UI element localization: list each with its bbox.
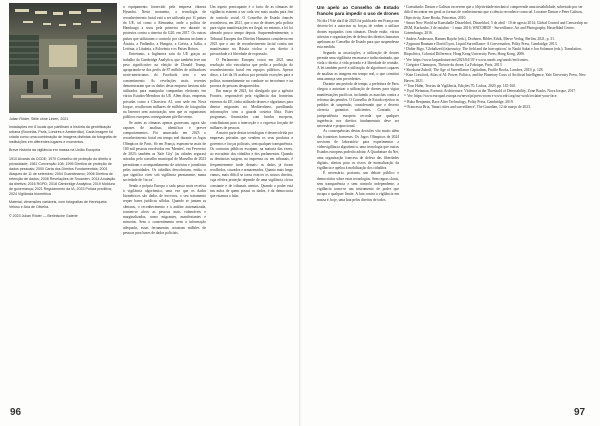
endnote: ⁶ Ver: https://www.laquadrature.net/2023/04/19/ e www.unodc.org/unodc/en/frontex.: [404, 57, 529, 62]
paragraph: A maior parte destas tecnologias é desenvolvida por empresas privadas que vendem os seus produtos a governos e forças policiais, sem qualquer transparência. Os contratos públicos escapam, na maioria das vezes, ao escrutínio dos cidadãos e dos parlamentos. Quando as denúncias surgem, na imprensa ou em tribunais, é frequentemente tarde demais: os dados já foram recolhidos, cruzados e armazenados. Quanto mais longe vamos, mais difícil se torna exercer os nossos direitos, cuja efetiva proteção depende de uma vigilância cívica constante e de tribunais atentos. Quando o poder está nas mãos de quem possui os dados, é da democracia que estamos a falar.: [210, 131, 293, 198]
endnote: ¹⁰ Tom Huhn, Teorias da Vigilância, Edições 70, Lisboa, 2020, pp. 145-160.: [404, 83, 517, 88]
endnote: ¹⁴ Francesca Bria, 'Smart cities and surveillance', The Guardian, 12 de março de 2023.: [404, 104, 531, 109]
caption-list: 1910 Alvarás da OCDE; 1970 Conselho de proteção do direito à privacidade; 1981 Convenção 108; 1995 Diretiva de proteção de dados pessoais; 2000 Carta dos Direitos Fundamentais; 2001 Ataques de 11 de setembro; 2004 Guantánamo; 2006 Diretiva de retenção de dados; 2008 Revelações de Snowden; 2014 Anulação da diretiva; 2016 RGPD; 2018 Cambridge Analytica; 2019 Moldura de governança; 2021 Regulamento da IA; 2023 Polícia preditiva; 2024 Vigilância biométrica: [9, 156, 116, 197]
caption-credit: Julian Röder, Stille ohne Linien, 2021: [9, 117, 69, 121]
caption-copyright: © 2023 Julian Röder — Berlinische Galerie: [9, 213, 78, 218]
left-page-column-2: [210, 5, 293, 199]
paragraph: Durante um período de tempo, a prefeitura de Paris chegou a autorizar a utilização de drones para vigiar manifestações pacíficas, incluindo as marchas contra a reforma das pensões. O Conselho de Estado rejeitou os pedidos de suspensão, considerando que o decreto oferecia garantias suficientes. Contudo, a jurisprudência europeia recorda que qualquer ingerência nos direitos fundamentais deve ser necessária e proporcional.: [317, 82, 399, 129]
endnote: ⁸ Shoshana Zuboff, The Age of Surveillance Capitalism, Profile Books, Londres, 2019, p. 128.: [404, 68, 544, 72]
book-gutter: [299, 0, 301, 426]
endnotes: [404, 5, 590, 110]
paragraph: Sendo a própria Europa a cada passo mais recetiva à vigilância algorítmica, uma vez que os dados biométricos são dados de terceiros, o seu tratamento requer bases jurídicas sólidas. Quando se juntam as câmaras, o reconhecimento e a análise automatizada, tornam-se alvos as pessoas mais vulneráveis e marginalizadas, como migrantes, manifestantes e minorias. Sem o consentimento nem a informação adequada, essas ferramentas arrastam milhões de pessoas para bases de dados policiais.: [123, 183, 206, 235]
right-page-column-1: [317, 5, 399, 203]
caption-body: Instalações em 8 locais que partilham a história da gentrificação urbana (Bruxelas, Paris, Londres e Amsterdão). Cada imagem foi criada como uma combinação de imagens distintas da fotografia de instituições em diferentes lugares e momentos.: [9, 125, 117, 145]
paragraph: Em março de 2023, foi divulgado que a agência Frontex, responsável pela vigilância das fronteiras externas da UE, tinha utilizado drones e algoritmos para detetar migrantes no Mediterrâneo, partilhando informações com a guarda costeira líbia. Estes programas, financiados com fundos europeus, contribuíram para a interceção e o regresso forçado de milhares de pessoas.: [210, 89, 293, 130]
paragraph: Entretanto, a Inglaterra saiu da UE graças ao trabalho da Cambridge Analytica, que também teve um peso significativo na eleição de Donald Trump, apropriando-se dos perfis de 87 milhões de utilizadores norte-americanos do Facebook sem o seu consentimento. As revelações mais recentes demonstraram que os dados desta empresa haviam sido utilizados para manipular campanhas eleitorais em vários Estados-Membros da UE. Além disso, empresas privadas como a Clearview AI, com sede em Nova Iorque, recolheram milhares de milhões de fotografias na Internet sem autorização, sem que os organismos públicos europeus conseguissem pôr-lhe termo.: [123, 52, 206, 120]
endnote: ⁴ Zygmunt Bauman e David Lyon, Liquid Surveillance: A Conversation, Polity Press, Cambridge, 2013.: [404, 41, 558, 46]
paragraph: É necessário, portanto, um debate público e democrático sobre estas tecnologias. Sem regras claras, sem transparência e sem controlo independente, a vigilância torna-se um instrumento de poder que escapa a qualquer limite. A luta contra a vigilância em massa é, hoje, uma luta pelos direitos de todos.: [317, 171, 399, 202]
paragraph: O Parlamento Europeu votou em 2021 uma resolução não vinculativa que pedia a proibição do reconhecimento facial em espaços públicos. Apesar disso, a Lei da IA acabou por permitir exceções para a polícia, nomeadamente no combate ao terrorismo e na procura de pessoas desaparecidas.: [210, 57, 293, 88]
paragraph: As consequências destas decisões vão muito além das fronteiras francesas. Os Jogos Olímpicos de 2024 serviram de laboratório para experimentar a videovigilância algorítmica, uma tecnologia que outros Estados europeus poderão adotar. A Quadrature du Net, uma organização francesa de defesa das liberdades digitais, alertou para os riscos de normalização da vigilância e apelou à mobilização dos cidadãos.: [317, 129, 399, 171]
endnote: ⁷ Grégoire Chamayou, Théorie du drone, La Fabrique, Paris, 2013.: [404, 62, 503, 67]
paragraph: Segundo as associações, a utilização de drones permite uma vigilância em massa e indiscriminada, que viola o direito à vida privada e à liberdade de reunião. A lei também prevê a utilização de algoritmos capazes de analisar as imagens em tempo real, o que constitui uma ameaça sem precedentes.: [317, 50, 399, 81]
paragraph: Um aspeto preocupante é o facto de as câmaras de vigilância estarem a ser cada vez mais usadas para fins de controlo social. O Conselho de Estado francês reconheceu, em 2021, que o uso de drones pela polícia para vigiar manifestações era ilegal, no entanto, a lei foi alterada pouco tempo depois. Surpreendentemente, o Tribunal Europeu dos Direitos Humanos considerou em 2023 que o uso de reconhecimento facial contra um manifestante na Rússia violou o seu direito à privacidade e à liberdade de expressão.: [210, 5, 293, 57]
endnote: ¹¹ Eyal Weizman, Forensic Architecture: Violence at the Threshold of Detectability, Zone Books, Nova Iorque, 2017.: [404, 89, 577, 93]
caption-list-title: Breve história da vigilância em massa na União Europeia: [9, 148, 101, 153]
caption-note: Material, dimensões variáveis, com fotografias de Henriqueta Veloso e Ana de Oliveira.: [9, 200, 107, 210]
left-page-number: 96: [10, 407, 22, 418]
photo-caption: [9, 117, 117, 222]
right-page-number: 97: [574, 407, 586, 418]
endnote: ¹³ Ruha Benjamin, Race After Technology, Polity Press, Cambridge, 2019.: [404, 99, 514, 104]
article-heading: Um apelo ao Conselho de Estado francês para impedir o uso de drones: [317, 5, 399, 16]
paragraph: a equipamento fornecido pela empresa chinesa Hyundai. Neste momento, a tecnologia de reconhecimento facial está a ser utilizada por 11 países da UE, tal como a Alemanha, onde a polícia de Hamburgo a usou pela primeira vez durante os protestos contra a cimeira do G20, em 2017. Os outros países que utilizaram o controlo por câmaras incluem a Áustria, a Finlândia, a Hungria, a Grécia, a Itália, a Letónia, a Lituânia, a Eslovénia e os Países Baixos.: [123, 5, 206, 51]
endnote: ³ Anders Andersson, Hannes Bajohr (eds.), Drohnen, Bilder, Ethik, Merve Verlag, Berlim, 2021, p. 31.: [404, 36, 555, 41]
paragraph: No dia 19 de abril de 2023 foi publicado em França um decreto-lei a autorizar as forças de ordem a utilizar drones equipados com câmaras. Desde então, vários ativistas e organizações de defesa dos direitos humanos apelaram ao Conselho de Estado para que suspendesse esta medida.: [317, 19, 399, 50]
library-photograph: [9, 3, 117, 113]
endnote: ⁹ Kate Crawford, Atlas of AI: Power, Politics, and the Planetary Costs of Artificial Intelligence, Yale University Press, New Haven, 2021.: [404, 73, 586, 83]
endnote: ¹² Ver: https://www.europarl.europa.eu/news/pt/press-room e www.edri.org/our-work/reclaim-your-face.: [404, 94, 558, 99]
endnote: ¹ Consultado: Daston e Galison escrevem que a 'objetividade mecânica' compreende uma instabilidade, sobretudo por ser difícil encontrar em geral as formas de conhecimento que a ciência reconhece como tal. Lorraine Daston e Peter Galison, Objectivity, Zone Books, Princeton, 2010.: [404, 5, 583, 20]
endnote: ² Smart New World na Kunsthalle Düsseldorf, Düsseldorf, 5 de abril - 10 de agosto 2014; Global Control and Censorship no ZKM, Karlsruhe, 3 de outubro - 1 maio 2016; WATCHED! - Surveillance, Art and Photography, Hasselblad Center, Gotemburgo, 2016.: [404, 20, 588, 36]
endnote: ⁵ Didier Bigo, 'Globalized (in)security: The field and the ban-opticon', in Naoki Sakai e Jon Solomon (eds.), Translation, Biopolitics, Colonial Difference, Hong Kong University Press, Hong Kong, 2006.: [404, 47, 582, 57]
left-page-column-1: [123, 5, 206, 236]
paragraph: Se antes as câmaras apenas gravavam, agora são capazes de analisar, identificar e prever comportamentos. Foi anunciado em 2023 o reconhecimento facial em tempo real durante os Jogos Olímpicos de Paris. Só em França, esperam-se mais de 100 mil pessoas envolvidas em 'Mendes', em Fevereiro de 2023; também as 'Safe City' (as cidades seguras) ativadas pelo conselho municipal de Marselha de 2023 permitiram o acompanhamento de ativistas e jornalistas pelas autoridades. Os cidadãos descobriram, então, o que significa viver sob vigilância permanente, numa sociedade de 'riscos'.: [123, 120, 206, 183]
